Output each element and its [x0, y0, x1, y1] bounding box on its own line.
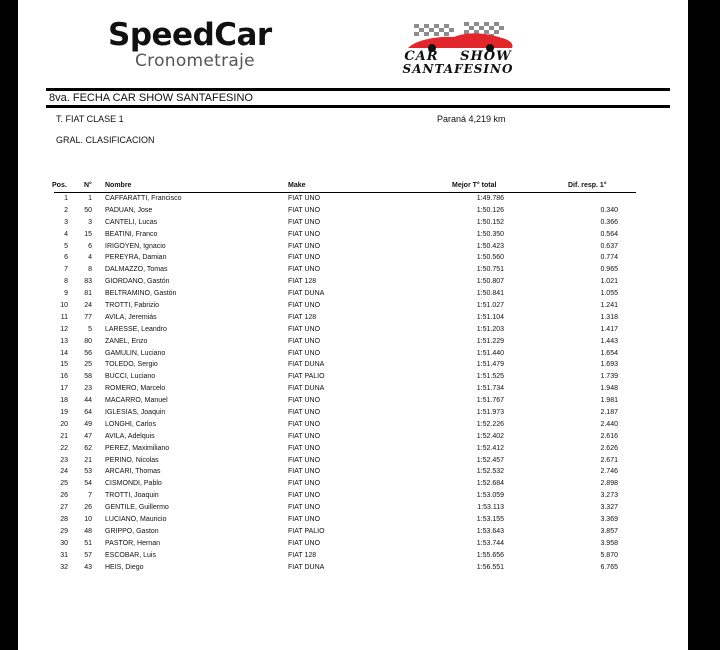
cell-make: FIAT UNO	[288, 302, 321, 310]
car-show-title: CAR SHOW	[404, 49, 512, 64]
cell-pos: 3	[64, 218, 68, 226]
cell-make: FIAT UNO	[288, 468, 321, 476]
cell-pos: 28	[60, 516, 68, 524]
cell-pos: 30	[60, 539, 68, 547]
cell-best-time: 1:53.643	[476, 527, 504, 535]
cell-pos: 27	[60, 504, 68, 512]
cell-best-time: 1:50.423	[476, 242, 504, 250]
cell-difference: 1.948	[600, 385, 618, 393]
cell-difference: 1.021	[600, 278, 618, 286]
track-info: Paraná 4,219 km	[437, 114, 506, 124]
cell-difference: 1.981	[600, 397, 618, 405]
cell-difference: 1.417	[600, 325, 618, 333]
cell-number: 3	[88, 218, 92, 226]
cell-make: FIAT 128	[288, 551, 317, 559]
table-row	[54, 324, 636, 336]
cell-make: FIAT UNO	[288, 492, 321, 500]
cell-number: 25	[84, 361, 92, 369]
cell-make: FIAT UNO	[288, 409, 321, 417]
header-name: Nombre	[105, 182, 132, 189]
cell-best-time: 1:51.104	[476, 313, 504, 321]
table-row	[54, 478, 636, 490]
document-page	[18, 0, 688, 650]
cell-make: FIAT DUNA	[288, 361, 325, 369]
cell-best-time: 1:49.786	[476, 195, 504, 202]
cell-best-time: 1:53.113	[477, 504, 504, 512]
table-row	[54, 443, 636, 455]
cell-number: 57	[84, 551, 92, 559]
cell-pos: 20	[60, 420, 68, 428]
cell-difference: 0.637	[600, 242, 618, 250]
cell-difference: 2.616	[600, 432, 618, 440]
cell-best-time: 1:50.841	[476, 290, 504, 298]
table-row	[54, 193, 636, 205]
car-show-subtitle: SANTAFESINO	[402, 62, 514, 76]
cell-name: TROTTI, Joaquin	[105, 492, 159, 500]
cell-best-time: 1:55.656	[476, 551, 504, 559]
cell-difference: 0.366	[600, 218, 618, 226]
cell-name: BUCCI, Luciano	[105, 373, 156, 381]
cell-make: FIAT UNO	[288, 242, 321, 250]
cell-make: FIAT PALIO	[288, 527, 325, 535]
cell-number: 4	[88, 254, 92, 262]
table-row	[54, 348, 636, 360]
cell-number: 83	[84, 278, 92, 286]
table-row	[54, 252, 636, 264]
cell-name: PERINO, Nicolas	[105, 456, 159, 464]
cell-best-time: 1:50.350	[476, 230, 504, 238]
cell-make: FIAT 128	[288, 313, 317, 321]
cell-name: ZANEL, Enzo	[105, 337, 148, 345]
cell-name: ESCOBAR, Luis	[105, 551, 156, 559]
cell-difference: 2.671	[600, 456, 618, 464]
cell-number: 58	[84, 373, 92, 381]
cell-make: FIAT UNO	[288, 325, 321, 333]
header-number: N°	[84, 182, 92, 189]
cell-number: 15	[84, 230, 92, 238]
cell-best-time: 1:56.551	[476, 563, 504, 571]
cell-name: LARESSE, Leandro	[105, 325, 167, 333]
cell-difference: 3.369	[600, 516, 618, 524]
cell-pos: 1	[64, 195, 68, 202]
header-pos: Pos.	[52, 182, 67, 189]
cell-number: 43	[84, 563, 92, 571]
report-type: GRAL. CLASIFICACION	[56, 135, 155, 145]
cell-name: IGLESIAS, Joaquin	[105, 409, 166, 417]
cell-name: TOLEDO, Sergio	[105, 361, 158, 369]
event-title: 8va. FECHA CAR SHOW SANTAFESINO	[49, 92, 253, 104]
table-row	[54, 538, 636, 550]
table-row	[54, 300, 636, 312]
cell-number: 5	[88, 325, 92, 333]
cell-pos: 16	[60, 373, 68, 381]
table-row	[54, 490, 636, 502]
cell-pos: 9	[64, 290, 68, 298]
cell-difference: 2.898	[600, 480, 618, 488]
table-row	[54, 383, 636, 395]
header-difference: Dif. resp. 1°	[568, 182, 607, 189]
cell-difference: 3.958	[600, 539, 618, 547]
table-row	[54, 276, 636, 288]
cell-name: BELTRAMINO, Gastón	[105, 290, 177, 298]
cell-name: LONGHI, Carlos	[105, 420, 156, 428]
cell-make: FIAT DUNA	[288, 290, 325, 298]
table-body	[54, 193, 636, 574]
brand-subtitle: Cronometraje	[135, 51, 255, 71]
cell-best-time: 1:52.226	[476, 420, 504, 428]
cell-name: CISMONDI, Pablo	[105, 480, 162, 488]
cell-number: 53	[84, 468, 92, 476]
cell-number: 56	[84, 349, 92, 357]
cell-number: 51	[84, 539, 92, 547]
cell-make: FIAT UNO	[288, 516, 321, 524]
cell-name: GIORDANO, Gastón	[105, 278, 170, 286]
cell-make: FIAT DUNA	[288, 385, 325, 393]
cell-make: FIAT UNO	[288, 266, 321, 274]
cell-number: 49	[84, 420, 92, 428]
cell-number: 77	[84, 313, 92, 321]
cell-name: PASTOR, Hernan	[105, 539, 160, 547]
cell-name: DALMAZZO, Tomas	[105, 266, 168, 274]
cell-pos: 4	[64, 230, 68, 238]
cell-number: 64	[84, 409, 92, 417]
cell-pos: 2	[64, 206, 68, 214]
cell-number: 80	[84, 337, 92, 345]
cell-pos: 25	[60, 480, 68, 488]
cell-make: FIAT UNO	[288, 195, 321, 202]
cell-name: HEIS, Diego	[105, 563, 144, 571]
cell-number: 8	[88, 266, 92, 274]
cell-pos: 31	[60, 551, 68, 559]
cell-difference: 2.746	[600, 468, 618, 476]
cell-best-time: 1:52.412	[476, 444, 504, 452]
cell-pos: 10	[60, 302, 68, 310]
table-row	[54, 407, 636, 419]
cell-name: BEATINI, Franco	[105, 230, 158, 238]
cell-number: 50	[84, 206, 92, 214]
cell-pos: 26	[60, 492, 68, 500]
cell-name: PEREYRA, Damian	[105, 254, 167, 262]
cell-pos: 8	[64, 278, 68, 286]
cell-difference: 1.654	[600, 349, 618, 357]
table-row	[54, 312, 636, 324]
header-make: Make	[288, 182, 306, 189]
cell-best-time: 1:51.525	[476, 373, 504, 381]
cell-pos: 24	[60, 468, 68, 476]
cell-difference: 3.327	[600, 504, 618, 512]
cell-name: CANTELI, Lucas	[105, 218, 158, 226]
cell-name: LUCIANO, Mauricio	[105, 516, 167, 524]
cell-difference: 0.564	[600, 230, 618, 238]
cell-name: GENTILE, Guillermo	[105, 504, 169, 512]
divider-top	[46, 88, 670, 91]
cell-pos: 7	[64, 266, 68, 274]
cell-name: ARCARI, Thomas	[105, 468, 161, 476]
table-row	[54, 455, 636, 467]
cell-difference: 2.440	[600, 420, 618, 428]
cell-pos: 14	[60, 349, 68, 357]
cell-best-time: 1:51.973	[476, 409, 504, 417]
speedcar-logo	[108, 18, 298, 70]
table-row	[54, 288, 636, 300]
cell-make: FIAT UNO	[288, 480, 321, 488]
cell-number: 24	[84, 302, 92, 310]
cell-number: 21	[84, 456, 92, 464]
cell-number: 6	[88, 242, 92, 250]
cell-difference: 2.626	[600, 444, 618, 452]
cell-name: ROMERO, Marcelo	[105, 385, 166, 393]
cell-make: FIAT PALIO	[288, 373, 325, 381]
cell-difference: 2.187	[600, 409, 618, 417]
race-name: T. FIAT CLASE 1	[56, 114, 124, 124]
cell-difference: 0.965	[600, 266, 618, 274]
cell-make: FIAT UNO	[288, 456, 321, 464]
cell-name: AVILA, Adelquis	[105, 432, 155, 440]
cell-pos: 19	[60, 409, 68, 417]
cell-pos: 21	[60, 432, 68, 440]
cell-number: 23	[84, 385, 92, 393]
table-row	[54, 229, 636, 241]
cell-difference: 1.241	[600, 302, 618, 310]
cell-best-time: 1:51.027	[476, 302, 504, 310]
car-show-logo	[368, 20, 548, 80]
cell-name: GAMULIN, Luciano	[105, 349, 166, 357]
table-row	[54, 217, 636, 229]
cell-difference: 5.870	[600, 551, 618, 559]
cell-best-time: 1:51.479	[476, 361, 504, 369]
cell-pos: 17	[60, 385, 68, 393]
brand-name: SpeedCar	[108, 17, 272, 53]
cell-difference: 1.693	[600, 361, 618, 369]
cell-make: FIAT UNO	[288, 254, 321, 262]
table-row	[54, 395, 636, 407]
cell-best-time: 1:50.126	[476, 206, 504, 214]
table-row	[54, 371, 636, 383]
cell-difference: 1.055	[600, 290, 618, 298]
cell-difference: 0.340	[600, 206, 618, 214]
cell-pos: 29	[60, 527, 68, 535]
cell-make: FIAT UNO	[288, 218, 321, 226]
cell-best-time: 1:50.560	[476, 254, 504, 262]
cell-number: 54	[84, 480, 92, 488]
cell-make: FIAT UNO	[288, 230, 321, 238]
cell-pos: 32	[60, 563, 68, 571]
cell-difference: 6.765	[600, 563, 618, 571]
cell-best-time: 1:53.744	[476, 539, 504, 547]
cell-best-time: 1:51.734	[476, 385, 504, 393]
cell-best-time: 1:50.152	[476, 218, 504, 226]
cell-best-time: 1:52.457	[476, 456, 504, 464]
table-row	[54, 562, 636, 574]
table-row	[54, 502, 636, 514]
cell-difference: 3.857	[600, 527, 618, 535]
table-row	[54, 526, 636, 538]
cell-best-time: 1:51.440	[476, 349, 504, 357]
cell-name: IRIGOYEN, Ignacio	[105, 242, 166, 250]
cell-difference: 3.273	[600, 492, 618, 500]
cell-number: 1	[88, 195, 92, 202]
cell-pos: 22	[60, 444, 68, 452]
cell-pos: 5	[64, 242, 68, 250]
cell-name: CAFFARATTI, Francisco	[105, 195, 182, 202]
cell-pos: 15	[60, 361, 68, 369]
table-row	[54, 431, 636, 443]
cell-name: TROTTI, Fabrizio	[105, 302, 160, 310]
cell-name: AVILA, Jeremiás	[105, 313, 157, 321]
cell-number: 48	[84, 527, 92, 535]
cell-make: FIAT UNO	[288, 349, 321, 357]
cell-pos: 12	[60, 325, 68, 333]
table-row	[54, 466, 636, 478]
cell-difference: 0.774	[600, 254, 618, 262]
cell-number: 44	[84, 397, 92, 405]
cell-make: FIAT UNO	[288, 397, 321, 405]
cell-make: FIAT 128	[288, 278, 317, 286]
cell-best-time: 1:51.229	[476, 337, 504, 345]
cell-make: FIAT UNO	[288, 337, 321, 345]
cell-number: 7	[88, 492, 92, 500]
cell-difference: 1.739	[600, 373, 618, 381]
cell-best-time: 1:51.203	[476, 325, 504, 333]
results-table	[54, 181, 636, 574]
cell-best-time: 1:50.807	[476, 278, 504, 286]
table-row	[54, 359, 636, 371]
cell-name: MACARRO, Manuel	[105, 397, 168, 405]
cell-best-time: 1:52.684	[476, 480, 504, 488]
table-header	[54, 181, 636, 193]
table-row	[54, 336, 636, 348]
cell-make: FIAT UNO	[288, 504, 321, 512]
cell-make: FIAT UNO	[288, 432, 321, 440]
race-car-icon	[406, 20, 516, 52]
cell-name: PADUAN, Jose	[105, 206, 153, 214]
cell-difference: 1.443	[600, 337, 618, 345]
cell-make: FIAT UNO	[288, 206, 321, 214]
cell-best-time: 1:52.532	[476, 468, 504, 476]
cell-make: FIAT UNO	[288, 539, 321, 547]
header-best-time: Mejor T° total	[452, 182, 497, 189]
cell-best-time: 1:52.402	[476, 432, 504, 440]
cell-best-time: 1:51.767	[476, 397, 504, 405]
divider-bottom	[46, 105, 670, 108]
table-row	[54, 514, 636, 526]
cell-pos: 13	[60, 337, 68, 345]
cell-number: 62	[84, 444, 92, 452]
cell-best-time: 1:50.751	[476, 266, 504, 274]
cell-name: PEREZ, Maximiliano	[105, 444, 170, 452]
cell-make: FIAT DUNA	[288, 563, 325, 571]
cell-best-time: 1:53.155	[476, 516, 504, 524]
table-row	[54, 550, 636, 562]
cell-difference: 1.318	[600, 313, 618, 321]
cell-number: 26	[84, 504, 92, 512]
cell-pos: 23	[60, 456, 68, 464]
table-row	[54, 264, 636, 276]
cell-best-time: 1:53.059	[476, 492, 504, 500]
cell-number: 47	[84, 432, 92, 440]
table-row	[54, 241, 636, 253]
cell-make: FIAT UNO	[288, 420, 321, 428]
cell-pos: 6	[64, 254, 68, 262]
table-row	[54, 419, 636, 431]
cell-name: GRIPPO, Gaston	[105, 527, 159, 535]
cell-number: 10	[84, 516, 92, 524]
table-row	[54, 205, 636, 217]
cell-pos: 11	[60, 313, 68, 321]
cell-make: FIAT UNO	[288, 444, 321, 452]
cell-number: 81	[84, 290, 92, 298]
cell-pos: 18	[60, 397, 68, 405]
